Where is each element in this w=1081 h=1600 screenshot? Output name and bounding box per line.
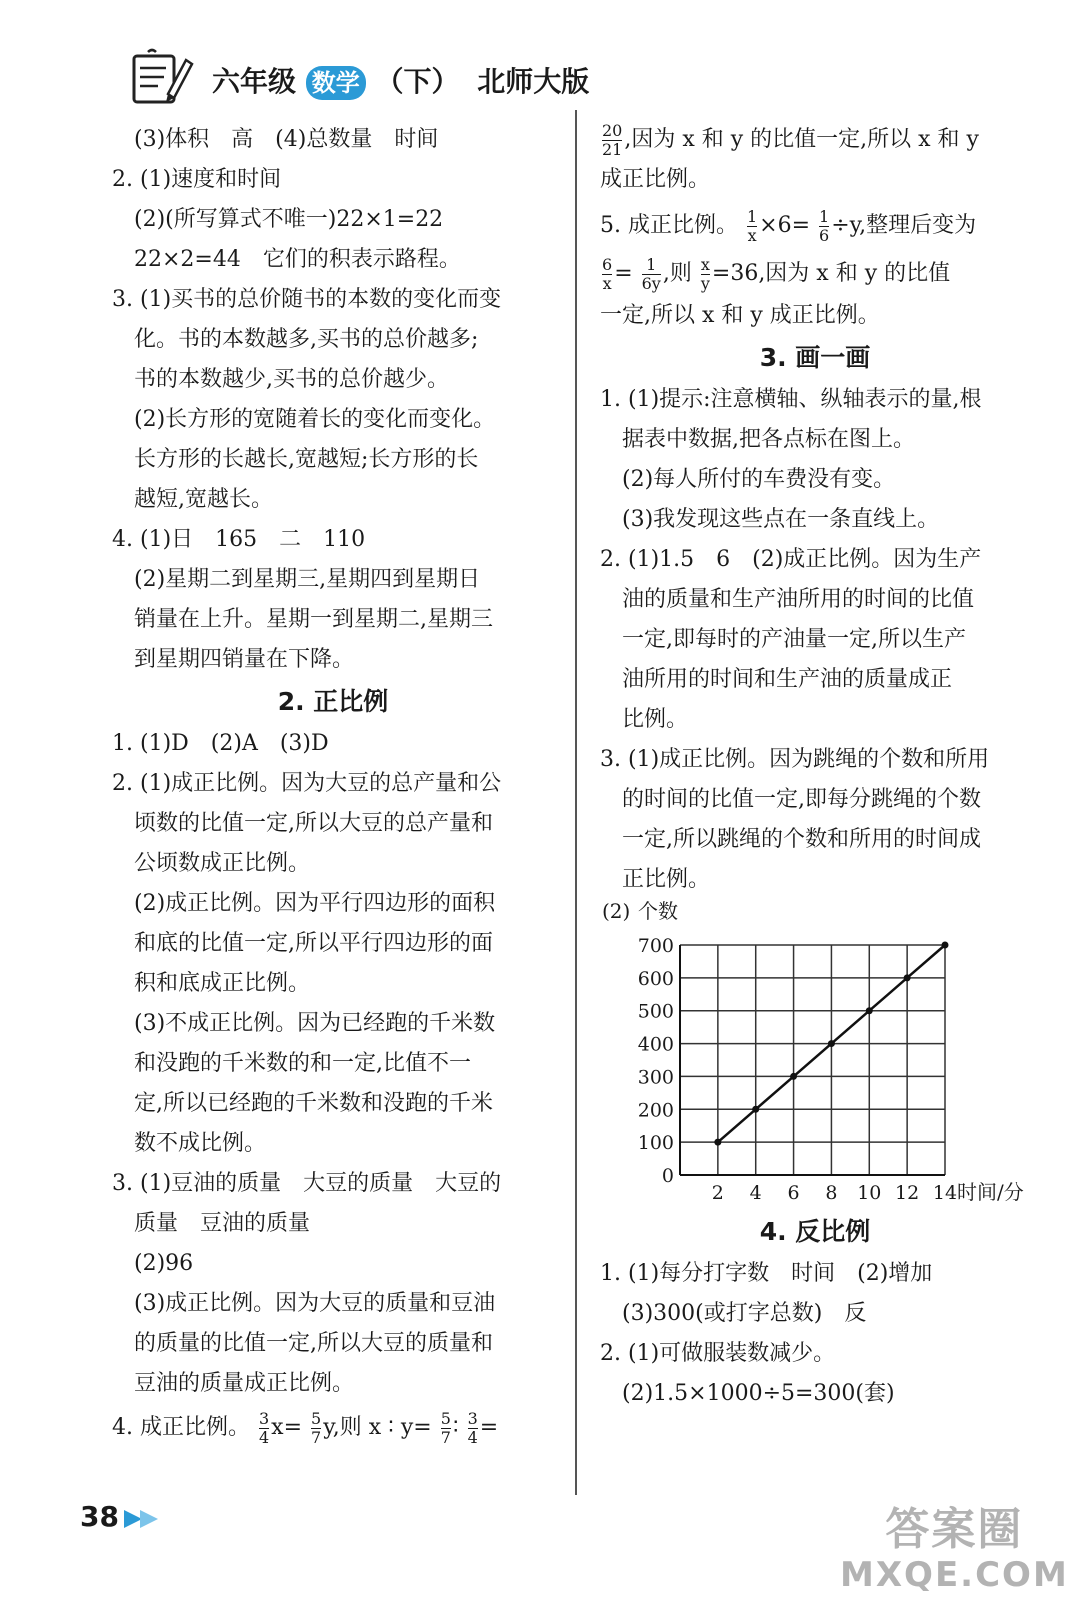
fraction [259, 1410, 269, 1447]
line-chart [600, 900, 1030, 1210]
answer-line: 比例。 [622, 707, 689, 732]
numerator: x [700, 254, 710, 274]
answer-line: 22×2=44 它们的积表示路程。 [134, 247, 461, 272]
answer-line: 的质量的比值一定,所以大豆的质量和 [134, 1331, 493, 1356]
answer-line: 1. (1)每分打字数 时间 (2)增加 [600, 1261, 933, 1286]
answer-line: 积和底成正比例。 [134, 971, 311, 996]
fraction [819, 208, 829, 245]
answer-line: 2. (1)1.5 6 (2)成正比例。因为生产 [600, 547, 982, 572]
answer-line: (2)成正比例。因为平行四边形的面积 [134, 891, 496, 916]
answer-line: 顷数的比值一定,所以大豆的总产量和 [134, 811, 493, 836]
answer-line: (3)不成正比例。因为已经跑的千米数 [134, 1011, 496, 1036]
watermark-url: MXQE.COM [840, 1555, 1069, 1595]
answer-line: (2)每人所付的车费没有变。 [622, 467, 896, 492]
answer-line: 和没跑的千米数的和一定,比值不一 [134, 1051, 471, 1076]
chart-ylabel-prefix: (2) [602, 900, 631, 923]
fraction [642, 256, 661, 293]
answer-text: =36,因为 x 和 y 的比值 [711, 261, 951, 286]
answer-line: 化。书的本数越多,买书的总价越多; [134, 327, 479, 352]
answer-text: = [479, 1415, 499, 1440]
answer-line-fraction [112, 1408, 554, 1448]
y-tick-label: 600 [637, 967, 674, 990]
fraction [701, 256, 710, 293]
denominator: 21 [602, 139, 623, 159]
answer-line: (2)1.5×1000÷5=300(套) [622, 1381, 895, 1406]
answer-text: = [614, 261, 633, 286]
answer-line-fraction [600, 120, 1030, 160]
numerator: 1 [646, 254, 657, 274]
answer-text: 4. 成正比例。 [112, 1415, 250, 1440]
subject-badge: 数学 [306, 66, 366, 100]
numerator: 20 [602, 120, 623, 140]
data-point [866, 1007, 873, 1014]
y-tick-label: 300 [637, 1066, 674, 1089]
answer-line: 数不成比例。 [134, 1131, 267, 1156]
answer-line: 成正比例。 [600, 167, 711, 192]
answer-line: 2. (1)速度和时间 [112, 167, 282, 192]
y-tick-label: 100 [637, 1132, 674, 1155]
answer-line: 定,所以已经跑的千米数和没跑的千米 [134, 1091, 493, 1116]
chart-xlabel: 时间/分 [957, 1180, 1024, 1204]
data-point [904, 974, 911, 981]
term-label: （下） [375, 65, 460, 98]
answer-text: ∶ [452, 1415, 459, 1440]
answer-line: 一定,所以跳绳的个数和所用的时间成 [622, 827, 981, 852]
x-tick-label: 6 [787, 1182, 800, 1204]
denominator: 7 [311, 1427, 322, 1447]
answer-line: (3)300(或打字总数) 反 [622, 1301, 867, 1326]
fraction [602, 256, 612, 293]
x-tick-label: 2 [711, 1182, 724, 1204]
answer-text: x= [271, 1415, 303, 1440]
y-tick-label: 500 [637, 1000, 674, 1023]
answer-text: y,则 x ∶ y= [323, 1415, 432, 1440]
watermark [840, 1505, 1069, 1595]
fraction [441, 1410, 451, 1447]
header-title [212, 60, 589, 100]
answer-line: 正比例。 [622, 867, 711, 892]
section-heading: 3. 画一画 [759, 343, 871, 372]
watermark-title: 答案圈 [885, 1504, 1024, 1555]
denominator: 4 [258, 1427, 270, 1447]
denominator: 4 [467, 1427, 478, 1447]
fraction [311, 1410, 321, 1447]
answer-line: 2. (1)可做服装数减少。 [600, 1341, 836, 1366]
numerator: 5 [440, 1408, 451, 1428]
answer-line: 书的本数越少,买书的总价越少。 [134, 367, 449, 392]
answer-text: ,则 [662, 261, 692, 286]
numerator: 5 [311, 1408, 322, 1428]
data-point [942, 942, 949, 949]
y-tick-label: 200 [637, 1099, 674, 1122]
page-header [128, 48, 608, 108]
answer-line: 的时间的比值一定,即每分跳绳的个数 [622, 787, 981, 812]
answer-line: 一定,即每时的产油量一定,所以生产 [622, 627, 966, 652]
fraction [602, 122, 622, 159]
column-divider [575, 110, 577, 1495]
numerator: 3 [258, 1408, 270, 1428]
y-tick-label: 700 [637, 935, 674, 957]
answer-line: (3)成正比例。因为大豆的质量和豆油 [134, 1291, 496, 1316]
data-point [714, 1139, 721, 1146]
numerator: 6 [602, 254, 613, 274]
answer-line: 一定,所以 x 和 y 成正比例。 [600, 303, 880, 328]
page-number: 38 [80, 1500, 119, 1533]
answer-line: 质量 豆油的质量 [134, 1211, 311, 1236]
numerator: 3 [467, 1408, 478, 1428]
answer-line: 油所用的时间和生产油的质量成正 [622, 667, 953, 692]
data-point [828, 1040, 835, 1047]
right-column [600, 120, 1030, 1414]
fraction [468, 1410, 478, 1447]
x-tick-label: 4 [749, 1182, 762, 1204]
edition-label: 北师大版 [477, 65, 590, 98]
answer-line: (3)我发现这些点在一条直线上。 [622, 507, 940, 532]
answer-line: 豆油的质量成正比例。 [134, 1371, 355, 1396]
answer-line: (2)长方形的宽随着长的变化而变化。 [134, 407, 496, 432]
answer-line: 2. (1)成正比例。因为大豆的总产量和公 [112, 771, 502, 796]
answer-line: (3)体积 高 (4)总数量 时间 [134, 127, 439, 152]
answer-line-fraction [600, 206, 1030, 246]
numerator: 1 [746, 206, 758, 226]
denominator: 7 [440, 1427, 451, 1447]
answer-text: 5. 成正比例。 [600, 213, 738, 238]
numerator: 1 [819, 206, 830, 226]
data-point [790, 1073, 797, 1080]
answer-line: 公顷数成正比例。 [134, 851, 311, 876]
denominator: y [700, 273, 710, 293]
notebook-pencil-icon [128, 48, 198, 108]
x-tick-label: 10 [857, 1182, 882, 1204]
answer-line: 3. (1)豆油的质量 大豆的质量 大豆的 [112, 1171, 502, 1196]
denominator: 6 [819, 225, 830, 245]
data-point [752, 1106, 759, 1113]
answer-line: 1. (1)D (2)A (3)D [112, 731, 329, 756]
page-arrow-icon [122, 1508, 166, 1530]
x-tick-label: 8 [825, 1182, 838, 1204]
answer-line: 4. (1)日 165 二 110 [112, 527, 366, 552]
answer-line: 和底的比值一定,所以平行四边形的面 [134, 931, 493, 956]
answer-line: 到星期四销量在下降。 [134, 647, 355, 672]
fraction [747, 208, 757, 245]
denominator: 6y [641, 273, 661, 293]
answer-text: ×6= [759, 213, 811, 238]
x-tick-label: 14 [932, 1182, 958, 1204]
answer-line: 据表中数据,把各点标在图上。 [622, 427, 915, 452]
answer-text: ÷y,整理后变为 [831, 213, 977, 238]
answer-line: 3. (1)成正比例。因为跳绳的个数和所用 [600, 747, 990, 772]
answer-line: 越短,宽越长。 [134, 487, 273, 512]
answer-line: (2)96 [134, 1251, 194, 1276]
answer-text: ,因为 x 和 y 的比值一定,所以 x 和 y [624, 127, 979, 152]
chart-ylabel: 个数 [638, 900, 678, 923]
left-column [112, 120, 554, 1448]
denominator: x [747, 225, 757, 245]
x-tick-label: 12 [895, 1182, 920, 1204]
section-heading: 2. 正比例 [277, 687, 389, 716]
answer-line: (2)(所写算式不唯一)22×1=22 [134, 207, 444, 232]
answer-line-fraction [600, 254, 1030, 294]
answer-line: 1. (1)提示:注意横轴、纵轴表示的量,根 [600, 387, 982, 412]
answer-line: 销量在上升。星期一到星期二,星期三 [134, 607, 493, 632]
answer-line: 3. (1)买书的总价随书的本数的变化而变 [112, 287, 502, 312]
y-tick-label: 400 [637, 1033, 674, 1056]
answer-line: 油的质量和生产油所用的时间的比值 [622, 587, 975, 612]
answer-line: (2)星期二到星期三,星期四到星期日 [134, 567, 481, 592]
section-heading: 4. 反比例 [759, 1217, 871, 1246]
answer-line: 长方形的长越长,宽越短;长方形的长 [134, 447, 479, 472]
y-tick-label: 0 [661, 1165, 674, 1187]
grade-label: 六年级 [212, 65, 297, 98]
denominator: x [602, 273, 612, 293]
